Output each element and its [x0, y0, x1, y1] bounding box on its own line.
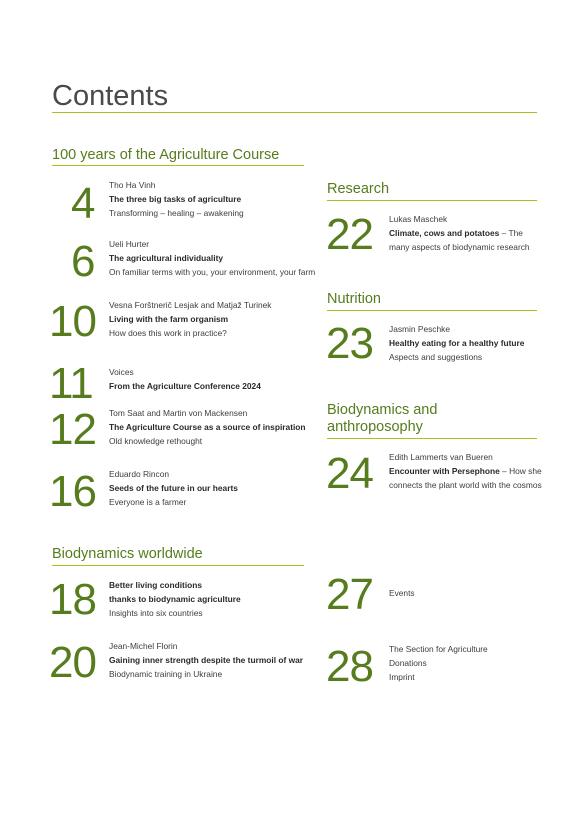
toc-entry[interactable]: [109, 237, 315, 279]
entry-line: The Section for Agriculture: [389, 644, 488, 654]
toc-entry[interactable]: [389, 586, 415, 600]
toc-entry[interactable]: [109, 298, 271, 340]
page-title: Contents: [52, 80, 169, 112]
entry-subtitle: On familiar terms with you, your environment, your farm: [109, 267, 316, 277]
entry-author: Lukas Maschek: [389, 214, 448, 224]
section-heading-worldwide: Biodynamics worldwide: [52, 546, 203, 562]
page-number: 6: [71, 237, 95, 286]
entry-author: Vesna Forštnerič Lesjak and Matjaž Turinek: [109, 300, 272, 310]
entry-subtitle: How does this work in practice?: [109, 328, 227, 338]
entry-title: The three big tasks of agriculture: [109, 194, 242, 204]
entry-title: Living with the farm organism: [109, 314, 229, 324]
toc-entry[interactable]: [109, 639, 303, 681]
page-number: 11: [49, 359, 93, 408]
entry-author: Tho Ha Vinh: [109, 180, 156, 190]
page-number: 20: [49, 638, 96, 687]
toc-entry[interactable]: [109, 578, 241, 620]
entry-author: Jasmin Peschke: [389, 324, 450, 334]
section-rule: [52, 165, 304, 166]
entry-title: The Agriculture Course as a source of inspiration: [109, 422, 306, 432]
page-number: 23: [326, 319, 373, 368]
entry-subtitle-line2: many aspects of biodynamic research: [389, 242, 530, 252]
entry-subtitle: Transforming – healing – awakening: [109, 208, 244, 218]
page-number: 16: [49, 467, 96, 516]
entry-author: Voices: [109, 367, 134, 377]
entry-title: Climate, cows and potatoes: [389, 228, 500, 238]
entry-subtitle: – The: [499, 228, 523, 238]
section-heading-anthroposophy: [327, 402, 437, 436]
toc-entry[interactable]: [109, 365, 261, 393]
page-number: 12: [49, 405, 96, 454]
entry-subtitle-line2: connects the plant world with the cosmos: [389, 480, 542, 490]
entry-title: Gaining inner strength despite the turmoil of war: [109, 655, 304, 665]
toc-entry[interactable]: [109, 467, 238, 509]
section-rule: [327, 310, 537, 311]
page-number: 27: [326, 570, 373, 619]
heading-line1: Biodynamics and: [327, 402, 438, 418]
entry-title-line2: thanks to biodynamic agriculture: [109, 594, 241, 604]
entry-line: Imprint: [389, 672, 415, 682]
entry-subtitle: Biodynamic training in Ukraine: [109, 669, 223, 679]
entry-title: Encounter with Persephone: [389, 466, 500, 476]
entry-author: Tom Saat and Martin von Mackensen: [109, 408, 248, 418]
page-number: 24: [326, 449, 373, 498]
page-number: 10: [49, 297, 96, 346]
page-number: 4: [71, 179, 95, 228]
entry-title: Events: [389, 588, 415, 598]
entry-subtitle: Everyone is a farmer: [109, 497, 187, 507]
entry-title-line1: Better living conditions: [109, 580, 203, 590]
entry-title: From the Agriculture Conference 2024: [109, 381, 261, 391]
section-rule: [52, 565, 304, 566]
entry-author: Eduardo Rincon: [109, 469, 170, 479]
entry-subtitle: Old knowledge rethought: [109, 436, 203, 446]
entry-line: Donations: [389, 658, 427, 668]
heading-line2: anthroposophy: [327, 419, 423, 435]
toc-entry[interactable]: [389, 212, 530, 254]
entry-author: Ueli Hurter: [109, 239, 150, 249]
entry-subtitle: Aspects and suggestions: [389, 352, 483, 362]
entry-title: The agricultural individuality: [109, 253, 224, 263]
section-rule: [327, 438, 537, 439]
toc-entry[interactable]: [109, 406, 306, 448]
entry-title: Healthy eating for a healthy future: [389, 338, 525, 348]
section-heading-agriculture-course: 100 years of the Agriculture Course: [52, 147, 280, 163]
entry-author: Jean-Michel Florin: [109, 641, 178, 651]
entry-title: Seeds of the future in our hearts: [109, 483, 238, 493]
section-rule: [327, 200, 537, 201]
toc-entry[interactable]: [389, 642, 488, 684]
entry-subtitle: – How she: [499, 466, 542, 476]
toc-entry[interactable]: [109, 178, 244, 220]
entry-author: Edith Lammerts van Bueren: [389, 452, 493, 462]
title-rule: [52, 112, 537, 113]
entry-subtitle: Insights into six countries: [109, 608, 203, 618]
page-number: 22: [326, 210, 373, 259]
toc-entry[interactable]: [389, 322, 524, 364]
page-number: 18: [49, 575, 96, 624]
page-number: 28: [326, 642, 373, 691]
section-heading-research: Research: [327, 181, 390, 197]
toc-entry[interactable]: [389, 450, 542, 492]
section-heading-nutrition: Nutrition: [327, 291, 381, 307]
